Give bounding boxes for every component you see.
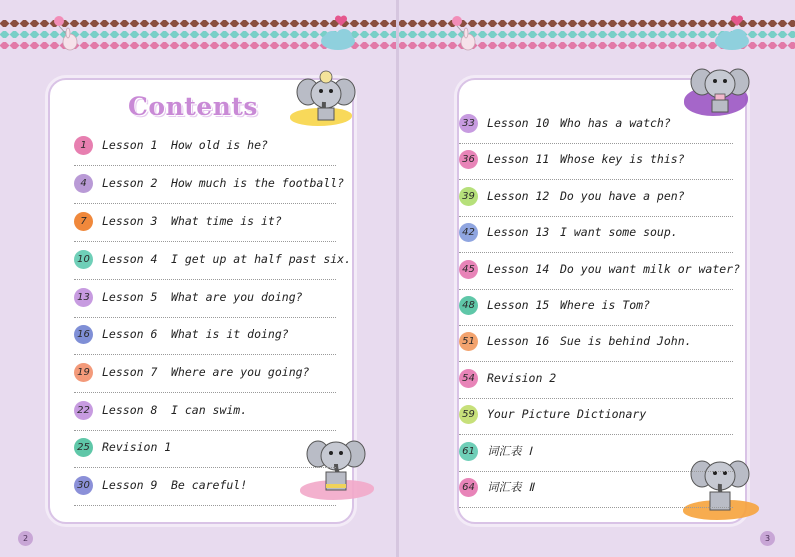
border-diamond	[240, 20, 250, 27]
border-diamond	[788, 42, 795, 49]
lesson-title: Do you want milk or water?	[560, 262, 741, 276]
elephant-mascot-icon	[296, 68, 356, 124]
lesson-title: Be careful!	[171, 478, 248, 492]
border-diamond	[370, 20, 380, 27]
border-diamond	[538, 20, 548, 27]
border-diamond	[160, 42, 170, 49]
border-diamond	[558, 20, 568, 27]
toc-entry[interactable]	[74, 322, 336, 346]
border-diamond	[508, 31, 518, 38]
lesson-label: Lesson 16	[487, 334, 550, 348]
border-diamond	[538, 31, 548, 38]
page-title: Contents	[128, 92, 259, 121]
border-diamond	[408, 42, 418, 49]
border-diamond	[160, 31, 170, 38]
lesson-label: Your Picture Dictionary	[487, 407, 647, 421]
border-diamond	[778, 42, 788, 49]
border-diamond	[260, 42, 270, 49]
border-diamond	[528, 42, 538, 49]
page-number-badge: 64	[459, 478, 478, 497]
border-diamond	[360, 42, 370, 49]
border-diamond	[230, 42, 240, 49]
toc-entry[interactable]	[459, 366, 733, 390]
lesson-label: Lesson 4	[102, 252, 158, 266]
page-number-badge: 42	[459, 223, 478, 242]
border-diamond	[290, 20, 300, 27]
border-diamond	[658, 20, 668, 27]
border-diamond	[20, 42, 30, 49]
page-number-badge: 33	[459, 114, 478, 133]
border-diamond	[518, 31, 528, 38]
border-diamond	[608, 31, 618, 38]
border-diamond	[250, 20, 260, 27]
toc-entry[interactable]	[459, 475, 733, 499]
border-diamond	[568, 31, 578, 38]
border-diamond	[380, 31, 390, 38]
border-diamond	[190, 31, 200, 38]
border-diamond	[360, 20, 370, 27]
border-diamond	[548, 20, 558, 27]
page-number-right: 3	[760, 531, 775, 546]
border-diamond	[548, 31, 558, 38]
border-diamond	[280, 20, 290, 27]
border-diamond	[120, 31, 130, 38]
border-diamond	[230, 31, 240, 38]
border-diamond	[30, 31, 40, 38]
lesson-label: Lesson 1	[102, 138, 158, 152]
border-diamond	[418, 31, 428, 38]
toc-entry[interactable]	[459, 439, 733, 463]
border-diamond	[190, 42, 200, 49]
border-diamond	[608, 42, 618, 49]
border-diamond	[408, 20, 418, 27]
lesson-label: Lesson 15	[487, 298, 550, 312]
border-diamond	[290, 31, 300, 38]
toc-entry[interactable]	[74, 473, 336, 497]
cloud-icon	[712, 26, 752, 52]
border-diamond	[778, 31, 788, 38]
border-diamond	[110, 31, 120, 38]
border-diamond	[170, 20, 180, 27]
lesson-title: Sue is behind John.	[560, 334, 692, 348]
border-diamond	[100, 31, 110, 38]
elephant-mascot-icon	[690, 60, 750, 116]
lesson-label: Lesson 11	[487, 152, 550, 166]
lesson-label: Lesson 2	[102, 176, 158, 190]
toc-entry[interactable]	[74, 171, 345, 195]
page-number-badge: 4	[74, 174, 93, 193]
border-diamond	[220, 42, 230, 49]
border-diamond	[40, 20, 50, 27]
toc-entry[interactable]	[459, 111, 733, 135]
border-diamond	[150, 31, 160, 38]
page-number-badge: 25	[74, 438, 93, 457]
toc-entry[interactable]	[459, 184, 733, 208]
border-diamond	[370, 42, 380, 49]
border-diamond	[638, 42, 648, 49]
border-diamond	[20, 20, 30, 27]
border-diamond	[150, 42, 160, 49]
border-diamond	[0, 31, 9, 38]
lesson-title: Do you have a pen?	[560, 189, 685, 203]
border-diamond	[380, 20, 390, 27]
border-diamond	[240, 42, 250, 49]
border-diamond	[180, 20, 190, 27]
border-diamond	[668, 42, 678, 49]
toc-entry[interactable]	[459, 293, 733, 317]
border-diamond	[688, 31, 698, 38]
border-diamond	[488, 42, 498, 49]
border-diamond	[778, 20, 788, 27]
border-diamond	[428, 20, 438, 27]
border-diamond	[578, 42, 588, 49]
lesson-label: Revision 1	[102, 440, 172, 454]
lesson-title: How much is the football?	[171, 176, 345, 190]
page-number-badge: 16	[74, 325, 93, 344]
border-diamond	[418, 42, 428, 49]
border-diamond	[558, 31, 568, 38]
border-diamond	[538, 42, 548, 49]
border-diamond	[508, 20, 518, 27]
toc-entry[interactable]	[74, 360, 336, 384]
toc-entry[interactable]	[459, 257, 741, 281]
border-diamond	[160, 20, 170, 27]
border-diamond	[498, 20, 508, 27]
toc-entry[interactable]	[459, 220, 733, 244]
border-diamond	[270, 31, 280, 38]
border-diamond	[638, 31, 648, 38]
page-number-badge: 39	[459, 187, 478, 206]
lesson-title: What is it doing?	[171, 327, 289, 341]
lesson-label: Lesson 5	[102, 290, 158, 304]
border-diamond	[140, 31, 150, 38]
book-gutter	[396, 0, 399, 557]
border-diamond	[120, 42, 130, 49]
border-diamond	[200, 42, 210, 49]
border-diamond	[518, 42, 528, 49]
border-diamond	[588, 42, 598, 49]
border-diamond	[100, 20, 110, 27]
lesson-label: Lesson 3	[102, 214, 158, 228]
border-diamond	[438, 31, 448, 38]
lesson-title: How old is he?	[171, 138, 268, 152]
border-diamond	[280, 42, 290, 49]
border-diamond	[398, 42, 407, 49]
border-diamond	[758, 42, 768, 49]
lesson-title: I want some soup.	[560, 225, 678, 239]
border-diamond	[230, 20, 240, 27]
lesson-title: I can swim.	[171, 403, 248, 417]
border-diamond	[628, 20, 638, 27]
border-diamond	[290, 42, 300, 49]
border-diamond	[110, 20, 120, 27]
border-diamond	[190, 20, 200, 27]
border-diamond	[398, 20, 407, 27]
border-diamond	[30, 20, 40, 27]
border-diamond	[648, 42, 658, 49]
border-diamond	[20, 31, 30, 38]
lesson-label: Lesson 12	[487, 189, 550, 203]
page-number-badge: 22	[74, 401, 93, 420]
border-diamond	[528, 31, 538, 38]
border-diamond	[658, 42, 668, 49]
border-diamond	[438, 42, 448, 49]
page-number-badge: 54	[459, 369, 478, 388]
border-diamond	[90, 20, 100, 27]
border-diamond	[788, 20, 795, 27]
border-diamond	[598, 31, 608, 38]
border-diamond	[588, 31, 598, 38]
toc-entry[interactable]	[74, 209, 336, 233]
border-diamond	[578, 20, 588, 27]
border-diamond	[300, 31, 310, 38]
border-diamond	[210, 20, 220, 27]
border-diamond	[398, 31, 407, 38]
lesson-label: Lesson 8	[102, 403, 158, 417]
page-number-badge: 36	[459, 150, 478, 169]
border-diamond	[200, 20, 210, 27]
border-diamond	[370, 31, 380, 38]
page-number-left: 2	[18, 531, 33, 546]
lesson-label: Revision 2	[487, 371, 557, 385]
border-diamond	[130, 20, 140, 27]
lesson-title: What time is it?	[171, 214, 282, 228]
border-diamond	[130, 31, 140, 38]
lesson-label: Lesson 10	[487, 116, 550, 130]
border-diamond	[90, 42, 100, 49]
lesson-title: Where are you going?	[171, 365, 310, 379]
border-diamond	[10, 20, 20, 27]
border-diamond	[300, 42, 310, 49]
lesson-title: Where is Tom?	[560, 298, 651, 312]
toc-entry[interactable]	[74, 133, 336, 157]
page-number-badge: 13	[74, 288, 93, 307]
border-diamond	[220, 20, 230, 27]
border-diamond	[678, 42, 688, 49]
border-diamond	[10, 42, 20, 49]
border-diamond	[768, 42, 778, 49]
border-diamond	[220, 31, 230, 38]
lesson-label: Lesson 9	[102, 478, 158, 492]
page-number-badge: 7	[74, 212, 93, 231]
border-diamond	[438, 20, 448, 27]
border-diamond	[0, 20, 9, 27]
border-diamond	[758, 31, 768, 38]
lesson-label: 词汇表 Ⅰ	[487, 444, 532, 458]
border-diamond	[180, 31, 190, 38]
border-diamond	[30, 42, 40, 49]
border-diamond	[688, 42, 698, 49]
border-diamond	[488, 20, 498, 27]
border-diamond	[678, 31, 688, 38]
border-diamond	[240, 31, 250, 38]
border-diamond	[498, 31, 508, 38]
border-diamond	[768, 20, 778, 27]
border-diamond	[698, 20, 708, 27]
border-diamond	[688, 20, 698, 27]
border-diamond	[638, 20, 648, 27]
border-diamond	[548, 42, 558, 49]
lesson-title: What are you doing?	[171, 290, 303, 304]
cloud-icon	[318, 26, 358, 52]
toc-entry[interactable]	[459, 402, 733, 426]
border-diamond	[698, 42, 708, 49]
border-diamond	[598, 42, 608, 49]
border-diamond	[618, 42, 628, 49]
toc-entry[interactable]	[459, 329, 733, 353]
border-diamond	[250, 31, 260, 38]
border-diamond	[40, 31, 50, 38]
border-diamond	[210, 31, 220, 38]
page-number-badge: 48	[459, 296, 478, 315]
page-number-badge: 19	[74, 363, 93, 382]
border-diamond	[120, 20, 130, 27]
border-diamond	[180, 42, 190, 49]
border-diamond	[170, 42, 180, 49]
border-diamond	[648, 20, 658, 27]
border-diamond	[140, 20, 150, 27]
border-diamond	[130, 42, 140, 49]
border-diamond	[260, 20, 270, 27]
border-diamond	[250, 42, 260, 49]
border-diamond	[528, 20, 538, 27]
toc-entry[interactable]	[74, 435, 336, 459]
page-number-badge: 61	[459, 442, 478, 461]
border-diamond	[300, 20, 310, 27]
border-diamond	[518, 20, 528, 27]
border-diamond	[558, 42, 568, 49]
border-diamond	[100, 42, 110, 49]
border-diamond	[210, 42, 220, 49]
border-diamond	[758, 20, 768, 27]
border-diamond	[110, 42, 120, 49]
lesson-label: Lesson 6	[102, 327, 158, 341]
border-diamond	[90, 31, 100, 38]
border-diamond	[668, 20, 678, 27]
page-number-badge: 51	[459, 332, 478, 351]
border-diamond	[498, 42, 508, 49]
border-diamond	[260, 31, 270, 38]
page-number-badge: 45	[459, 260, 478, 279]
border-diamond	[0, 42, 9, 49]
lesson-label: 词汇表 Ⅱ	[487, 480, 535, 494]
border-diamond	[608, 20, 618, 27]
border-diamond	[618, 31, 628, 38]
border-diamond	[648, 31, 658, 38]
border-diamond	[628, 31, 638, 38]
page-number-badge: 30	[74, 476, 93, 495]
toc-entry[interactable]	[74, 247, 352, 271]
border-diamond	[270, 20, 280, 27]
bunny-balloon-icon	[448, 14, 482, 54]
border-diamond	[418, 20, 428, 27]
toc-entry[interactable]	[459, 147, 733, 171]
border-diamond	[150, 20, 160, 27]
border-diamond	[678, 20, 688, 27]
border-diamond	[360, 31, 370, 38]
border-diamond	[568, 20, 578, 27]
border-diamond	[280, 31, 290, 38]
border-diamond	[270, 42, 280, 49]
border-diamond	[768, 31, 778, 38]
lesson-title: Who has a watch?	[560, 116, 671, 130]
border-diamond	[658, 31, 668, 38]
bunny-balloon-icon	[50, 14, 84, 54]
page-number-badge: 1	[74, 136, 93, 155]
page-number-badge: 10	[74, 250, 93, 269]
border-diamond	[668, 31, 678, 38]
border-diamond	[40, 42, 50, 49]
border-diamond	[508, 42, 518, 49]
border-diamond	[598, 20, 608, 27]
page-number-badge: 59	[459, 405, 478, 424]
toc-entry[interactable]	[74, 285, 336, 309]
lesson-title: I get up at half past six.	[171, 252, 352, 266]
lesson-label: Lesson 7	[102, 365, 158, 379]
border-diamond	[10, 31, 20, 38]
border-diamond	[200, 31, 210, 38]
border-diamond	[140, 42, 150, 49]
border-diamond	[488, 31, 498, 38]
border-diamond	[618, 20, 628, 27]
lesson-title: Whose key is this?	[560, 152, 685, 166]
border-diamond	[698, 31, 708, 38]
border-diamond	[408, 31, 418, 38]
lesson-label: Lesson 13	[487, 225, 550, 239]
border-diamond	[788, 31, 795, 38]
border-diamond	[628, 42, 638, 49]
border-diamond	[170, 31, 180, 38]
lesson-label: Lesson 14	[487, 262, 550, 276]
border-diamond	[428, 42, 438, 49]
border-diamond	[588, 20, 598, 27]
border-diamond	[568, 42, 578, 49]
border-diamond	[428, 31, 438, 38]
toc-entry[interactable]	[74, 398, 336, 422]
border-diamond	[578, 31, 588, 38]
border-diamond	[380, 42, 390, 49]
